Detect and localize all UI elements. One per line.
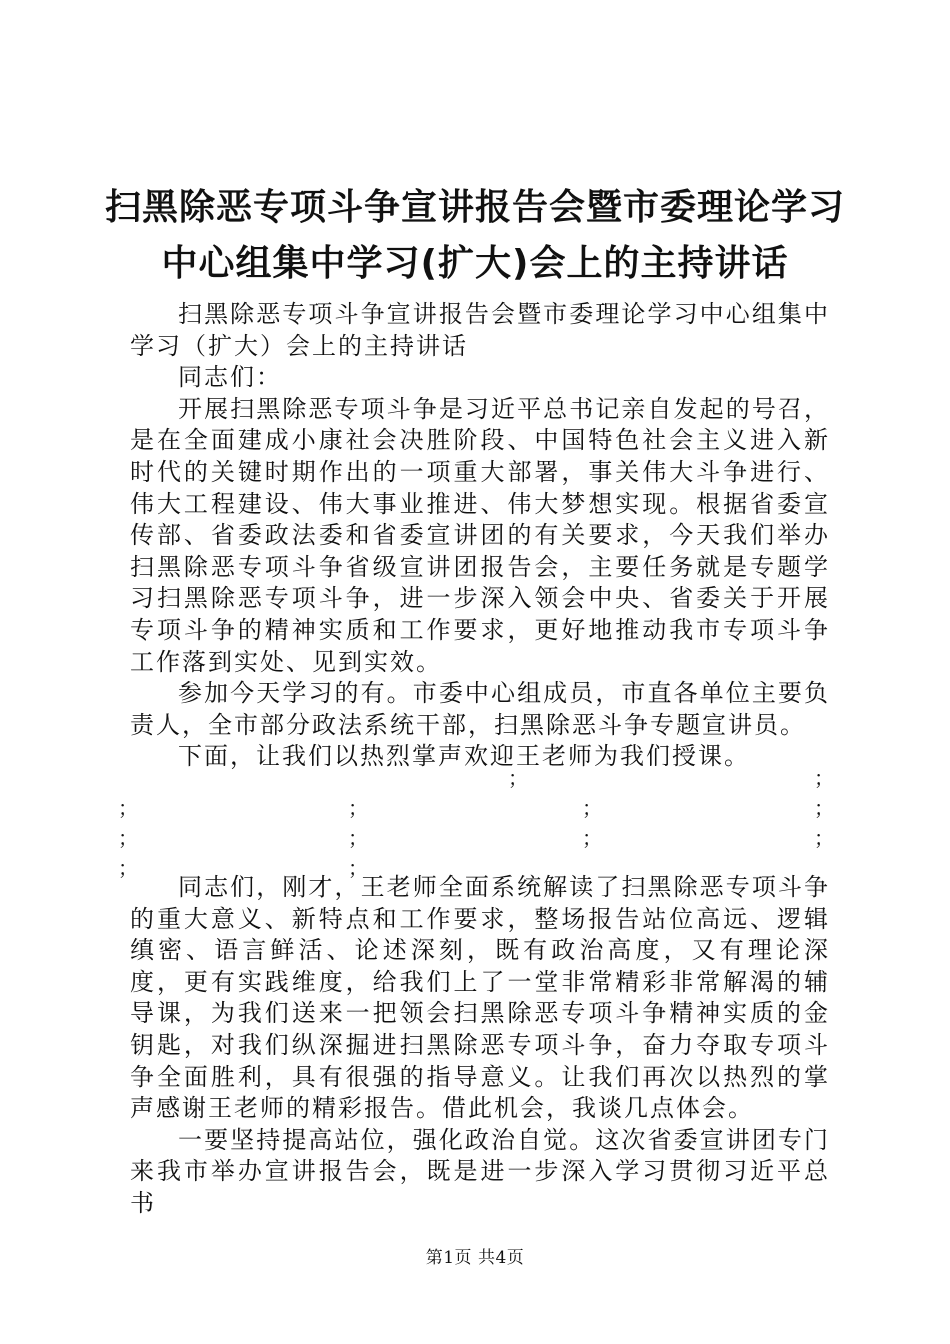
- paragraph-attendees: 参加今天学习的有。市委中心组成员，市直各单位主要负责人，全市部分政法系统干部，扫黑除恶斗争专题宣讲员。: [130, 679, 830, 739]
- semicolon-mark: ；: [582, 826, 602, 850]
- body-text-bottom: [130, 872, 830, 1220]
- semicolon-mark: ；: [814, 796, 834, 820]
- semicolon-mark: ；: [118, 826, 138, 850]
- semicolon-mark: ；: [348, 826, 368, 850]
- semicolon-mark: ；: [508, 766, 528, 790]
- semicolon-mark: ；: [118, 796, 138, 820]
- document-title-line-2: 中心组集中学习(扩大)会上的主持讲话: [161, 243, 789, 284]
- paragraph-thanks: 同志们，刚才，王老师全面系统解读了扫黑除恶专项斗争的重大意义、新特点和工作要求，整场报告站位高远、逻辑缜密、语言鲜活、论述深刻，既有政治高度，又有理论深度，更有实践维度，给我们上了一堂非常精彩非常解渴的辅导课，为我们送来一把领会扫黑除恶专项斗争精神实质的金钥匙，对我们纵深掘进扫黑除恶专项斗争，奋力夺取专项斗争全面胜利，具有很强的指导意义。让我们再次以热烈的掌声感谢王老师的精彩报告。借此机会，我谈几点体会。: [130, 873, 830, 1123]
- semicolon-mark: ；: [814, 766, 834, 790]
- semicolon-mark: ；: [348, 796, 368, 820]
- paragraph-point-one: 一要坚持提高站位，强化政治自觉。这次省委宣讲团专门来我市举办宣讲报告会，既是进一步深入学习贯彻习近平总书: [130, 1125, 830, 1217]
- paragraph-subtitle: 扫黑除恶专项斗争宣讲报告会暨市委理论学习中心组集中学习（扩大）会上的主持讲话: [130, 300, 830, 360]
- paragraph-welcome: 下面，让我们以热烈掌声欢迎王老师为我们授课。: [178, 742, 750, 771]
- semicolon-mark: ；: [582, 796, 602, 820]
- semicolon-row: [130, 762, 834, 792]
- semicolon-mark: ；: [118, 856, 138, 880]
- semicolon-row: [118, 792, 834, 822]
- semicolon-filler-rows: [118, 762, 834, 882]
- paragraph-greeting: 同志们：: [178, 363, 282, 392]
- paragraph-intro: 开展扫黑除恶专项斗争是习近平总书记亲自发起的号召，是在全面建成小康社会决胜阶段、中国特色社会主义进入新时代的关键时期作出的一项重大部署，事关伟大斗争进行、伟大工程建设、伟大事业推进、伟大梦想实现。根据省委宣传部、省委政法委和省委宣讲团的有关要求，今天我们举办扫黑除恶专项斗争省级宣讲团报告会，主要任务就是专题学习扫黑除恶专项斗争，进一步深入领会中央、省委关于开展专项斗争的精神实质和工作要求，更好地推动我市专项斗争工作落到实处、见到实效。: [130, 394, 830, 676]
- page-footer: 第1页 共4页: [425, 1248, 525, 1268]
- semicolon-mark: ；: [348, 856, 368, 880]
- semicolon-mark: ；: [814, 826, 834, 850]
- body-text-top: [130, 299, 830, 773]
- semicolon-row: [118, 822, 834, 852]
- document-title-line-1: 扫黑除恶专项斗争宣讲报告会暨市委理论学习: [104, 187, 845, 228]
